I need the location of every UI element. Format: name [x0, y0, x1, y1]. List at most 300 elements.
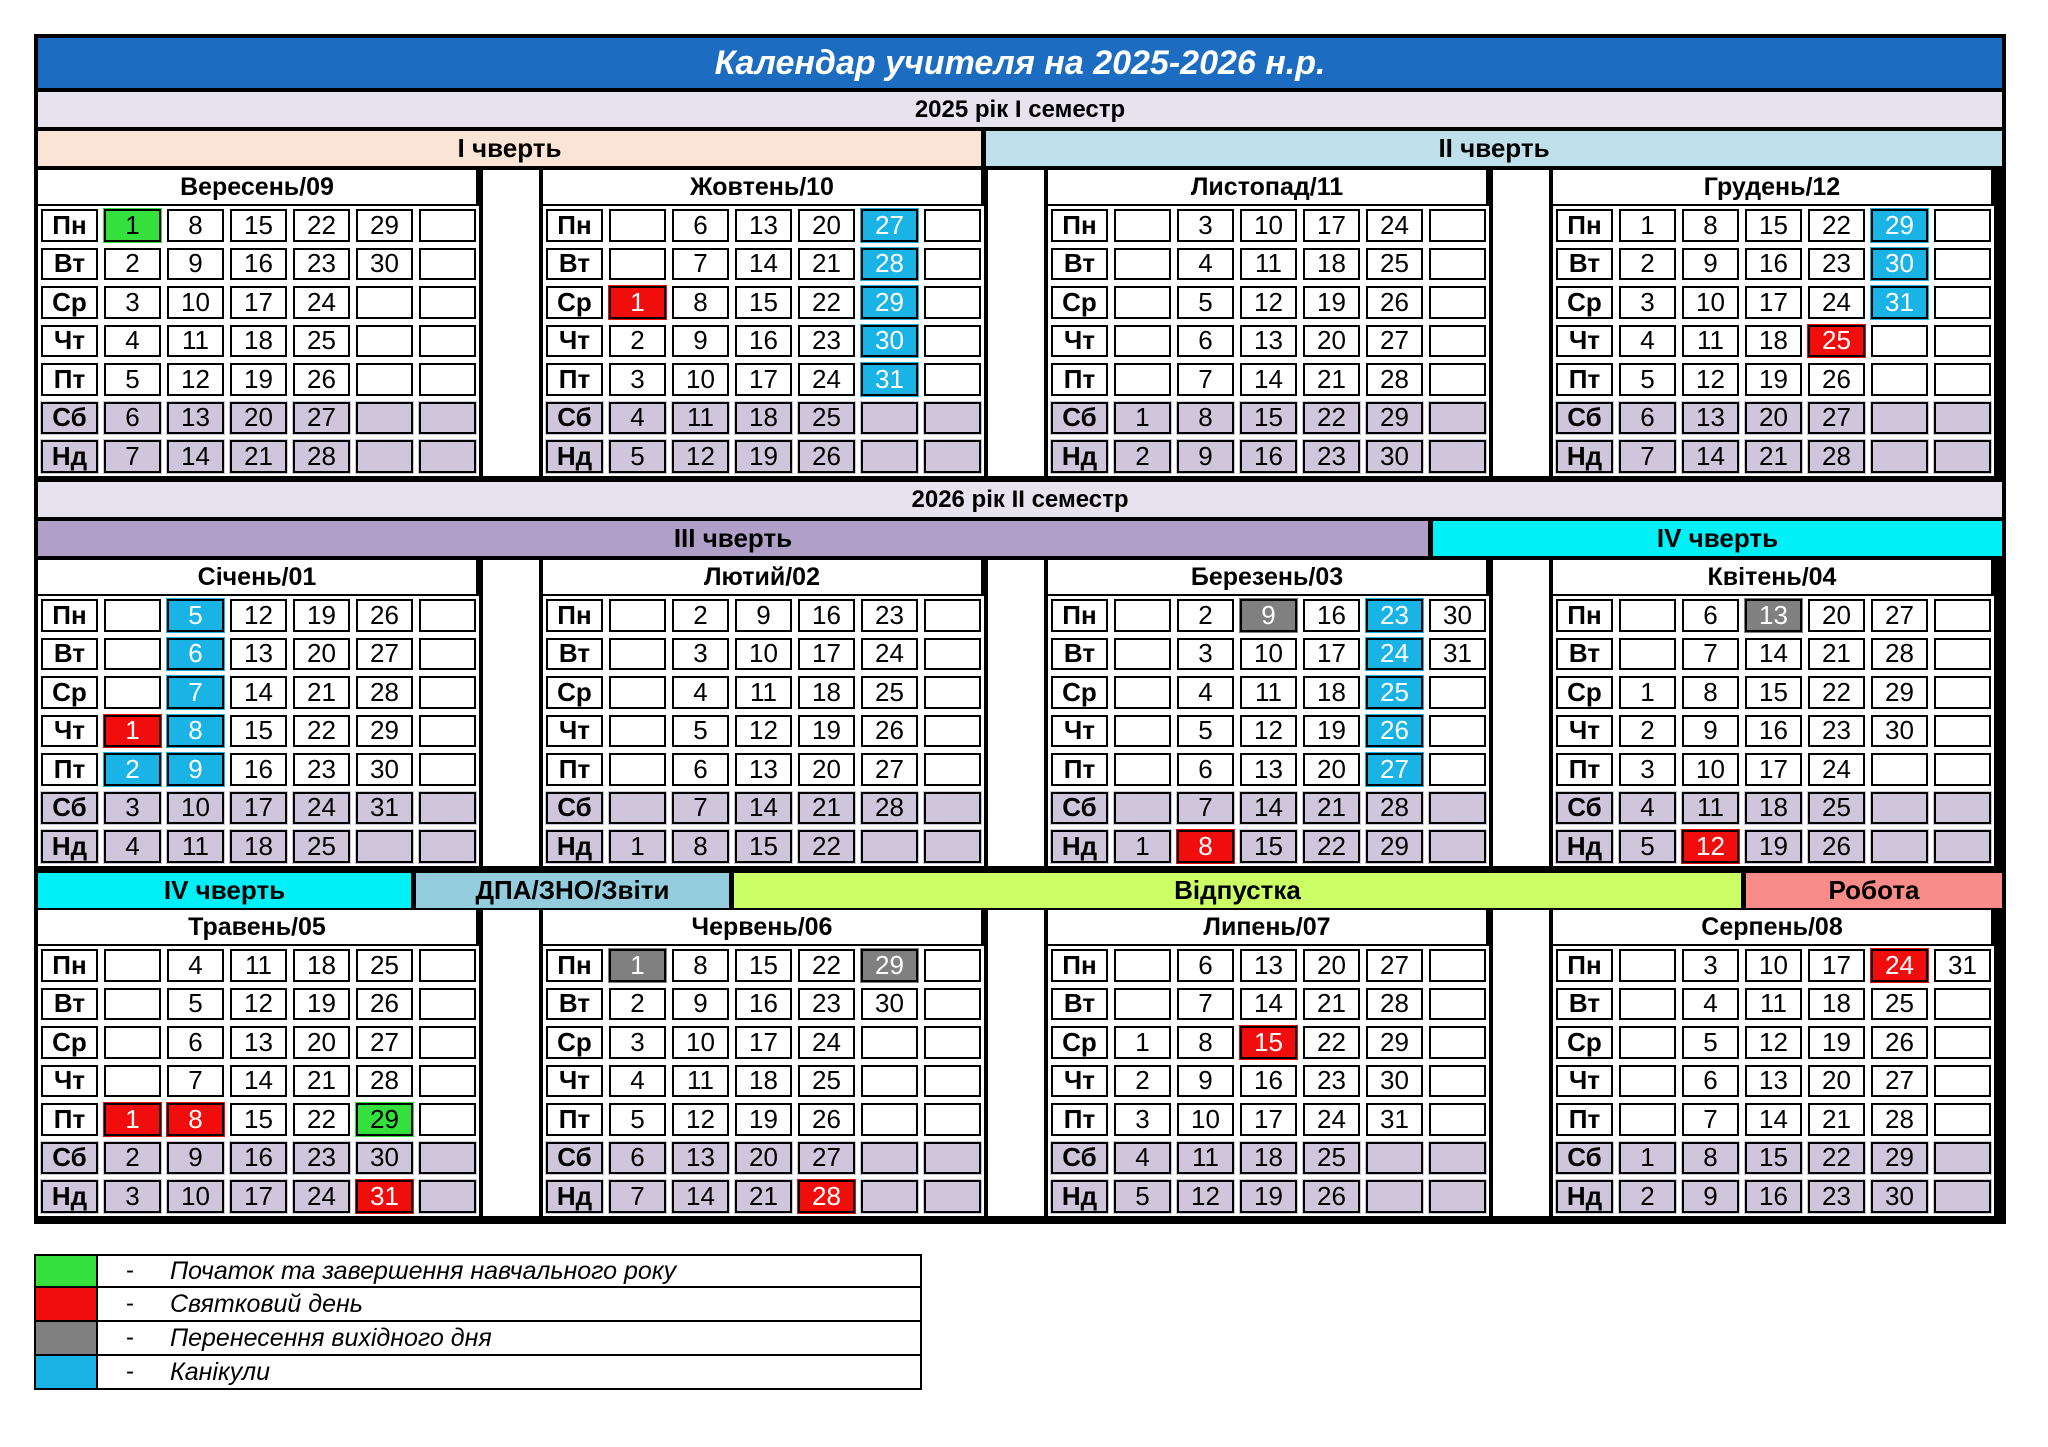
empty-cell — [921, 322, 984, 361]
day-cell: 15 — [1237, 827, 1300, 866]
day-cell: 30 — [1868, 245, 1931, 284]
day-cell: 2 — [606, 322, 669, 361]
empty-cell — [1931, 245, 1994, 284]
day-cell: 27 — [858, 206, 921, 245]
day-cell: 18 — [732, 399, 795, 438]
day-cell: 15 — [1742, 673, 1805, 712]
weekday-label: Пн — [543, 206, 606, 245]
empty-cell — [1868, 360, 1931, 399]
weekday-label: Ср — [1048, 1023, 1111, 1062]
empty-cell — [416, 596, 479, 635]
month-title: Липень/07 — [1048, 910, 1486, 944]
empty-cell — [353, 437, 416, 476]
empty-cell — [1616, 635, 1679, 674]
day-cell: 13 — [669, 1139, 732, 1178]
day-cell: 8 — [1679, 206, 1742, 245]
vacation-header: Відпустка — [734, 873, 1741, 908]
day-cell: 19 — [795, 712, 858, 751]
quarter-3-header: ІІІ чверть — [38, 521, 1428, 556]
empty-cell — [1426, 206, 1489, 245]
day-cell: 3 — [1174, 635, 1237, 674]
empty-cell — [1868, 437, 1931, 476]
day-cell: 30 — [858, 322, 921, 361]
day-cell: 23 — [290, 750, 353, 789]
day-cell: 11 — [1174, 1139, 1237, 1178]
legend-text: Початок та завершення навчального року — [170, 1256, 677, 1285]
weekday-label: Вт — [543, 985, 606, 1024]
legend-dash: - — [126, 1358, 134, 1385]
day-cell: 27 — [1868, 1062, 1931, 1101]
day-cell: 11 — [1679, 322, 1742, 361]
month-1 — [38, 170, 476, 480]
weekday-label: Пт — [1553, 360, 1616, 399]
day-cell: 19 — [290, 985, 353, 1024]
day-cell: 7 — [164, 673, 227, 712]
day-cell: 16 — [1237, 1062, 1300, 1101]
day-cell: 20 — [1805, 596, 1868, 635]
empty-cell — [921, 1100, 984, 1139]
day-cell: 31 — [353, 1177, 416, 1216]
day-cell: 23 — [858, 596, 921, 635]
day-cell: 4 — [606, 399, 669, 438]
weekday-label: Пт — [38, 360, 101, 399]
day-cell: 3 — [669, 635, 732, 674]
day-cell: 4 — [1174, 673, 1237, 712]
day-cell: 22 — [290, 1100, 353, 1139]
day-cell: 26 — [795, 437, 858, 476]
day-cell: 31 — [1426, 635, 1489, 674]
month-3 — [1048, 170, 1486, 480]
empty-cell — [1426, 1139, 1489, 1178]
empty-cell — [858, 399, 921, 438]
day-cell: 16 — [227, 750, 290, 789]
empty-cell — [1931, 283, 1994, 322]
weekday-label: Ср — [1048, 283, 1111, 322]
day-cell: 7 — [1679, 1100, 1742, 1139]
day-cell: 3 — [606, 360, 669, 399]
day-cell: 12 — [1174, 1177, 1237, 1216]
day-cell: 5 — [1679, 1023, 1742, 1062]
empty-cell — [1931, 437, 1994, 476]
empty-cell — [1616, 1062, 1679, 1101]
semester-2-header: 2026 рік ІІ семестр — [38, 482, 2002, 517]
empty-cell — [1616, 946, 1679, 985]
day-cell: 21 — [1300, 789, 1363, 828]
empty-cell — [1616, 1100, 1679, 1139]
day-cell: 6 — [101, 399, 164, 438]
day-cell: 28 — [1805, 437, 1868, 476]
empty-cell — [1868, 750, 1931, 789]
empty-cell — [416, 712, 479, 751]
day-cell: 17 — [1300, 206, 1363, 245]
day-cell: 12 — [1237, 283, 1300, 322]
day-cell: 21 — [227, 437, 290, 476]
month-separator — [1493, 170, 1549, 476]
empty-cell — [416, 399, 479, 438]
day-cell: 22 — [795, 283, 858, 322]
day-cell: 1 — [1616, 206, 1679, 245]
day-cell: 29 — [353, 712, 416, 751]
empty-cell — [416, 1177, 479, 1216]
day-cell: 17 — [227, 789, 290, 828]
empty-cell — [1426, 1023, 1489, 1062]
month-separator — [988, 910, 1044, 1216]
day-cell: 6 — [1679, 1062, 1742, 1101]
weekday-label: Ср — [1553, 673, 1616, 712]
empty-cell — [606, 635, 669, 674]
day-cell: 16 — [795, 596, 858, 635]
empty-cell — [1931, 399, 1994, 438]
weekday-label: Вт — [543, 245, 606, 284]
weekday-label: Пт — [543, 750, 606, 789]
day-cell: 9 — [164, 245, 227, 284]
weekday-label: Чт — [38, 1062, 101, 1101]
day-cell: 19 — [227, 360, 290, 399]
empty-cell — [1868, 789, 1931, 828]
empty-cell — [858, 827, 921, 866]
day-cell: 11 — [732, 673, 795, 712]
day-cell: 27 — [1363, 322, 1426, 361]
day-cell: 20 — [795, 206, 858, 245]
day-cell: 3 — [1616, 750, 1679, 789]
empty-cell — [606, 673, 669, 712]
day-cell: 3 — [1111, 1100, 1174, 1139]
day-cell: 11 — [164, 827, 227, 866]
day-cell: 15 — [1742, 1139, 1805, 1178]
empty-cell — [1111, 283, 1174, 322]
day-cell: 3 — [1174, 206, 1237, 245]
day-cell: 19 — [1237, 1177, 1300, 1216]
empty-cell — [1426, 399, 1489, 438]
day-cell: 24 — [290, 789, 353, 828]
day-cell: 17 — [1805, 946, 1868, 985]
day-cell: 29 — [1363, 827, 1426, 866]
day-cell: 17 — [732, 1023, 795, 1062]
day-cell: 5 — [1174, 283, 1237, 322]
day-cell: 23 — [1805, 1177, 1868, 1216]
day-cell: 14 — [1237, 360, 1300, 399]
month-separator — [483, 560, 539, 866]
day-cell: 2 — [1616, 245, 1679, 284]
empty-cell — [1931, 1023, 1994, 1062]
day-cell: 15 — [227, 712, 290, 751]
empty-cell — [416, 1100, 479, 1139]
day-cell: 2 — [1111, 1062, 1174, 1101]
weekday-label: Пт — [1553, 1100, 1616, 1139]
weekday-label: Нд — [543, 1177, 606, 1216]
day-cell: 27 — [353, 1023, 416, 1062]
weekday-label: Пт — [1048, 750, 1111, 789]
day-cell: 10 — [164, 283, 227, 322]
day-cell: 4 — [606, 1062, 669, 1101]
weekday-label: Вт — [1553, 985, 1616, 1024]
empty-cell — [101, 673, 164, 712]
empty-cell — [1111, 206, 1174, 245]
calendar-sheet — [34, 34, 2006, 1224]
month-7 — [1048, 560, 1486, 870]
day-cell: 26 — [1363, 283, 1426, 322]
day-cell: 15 — [732, 946, 795, 985]
day-cell: 26 — [1300, 1177, 1363, 1216]
day-cell: 11 — [1742, 985, 1805, 1024]
weekday-label: Чт — [543, 1062, 606, 1101]
day-cell: 11 — [1237, 245, 1300, 284]
day-cell: 31 — [353, 789, 416, 828]
weekday-label: Пн — [1048, 596, 1111, 635]
empty-cell — [101, 635, 164, 674]
day-cell: 17 — [227, 283, 290, 322]
day-cell: 23 — [1300, 1062, 1363, 1101]
month-9 — [38, 910, 476, 1220]
empty-cell — [1931, 827, 1994, 866]
day-cell: 7 — [101, 437, 164, 476]
day-cell: 10 — [669, 1023, 732, 1062]
day-cell: 21 — [1742, 437, 1805, 476]
empty-cell — [1931, 635, 1994, 674]
day-cell: 18 — [1300, 245, 1363, 284]
weekday-label: Нд — [38, 437, 101, 476]
weekday-label: Пн — [38, 596, 101, 635]
month-separator — [483, 170, 539, 476]
day-cell: 27 — [795, 1139, 858, 1178]
empty-cell — [858, 1177, 921, 1216]
day-cell: 30 — [1868, 712, 1931, 751]
legend-row — [34, 1254, 922, 1288]
day-cell: 14 — [164, 437, 227, 476]
day-cell: 25 — [1805, 789, 1868, 828]
day-cell: 25 — [1300, 1139, 1363, 1178]
day-cell: 24 — [795, 360, 858, 399]
day-cell: 27 — [1363, 750, 1426, 789]
day-cell: 12 — [227, 596, 290, 635]
month-2 — [543, 170, 981, 480]
empty-cell — [606, 789, 669, 828]
empty-cell — [921, 399, 984, 438]
empty-cell — [921, 712, 984, 751]
day-cell: 18 — [1300, 673, 1363, 712]
weekday-label: Сб — [543, 399, 606, 438]
day-cell: 13 — [1237, 750, 1300, 789]
day-cell: 22 — [1300, 827, 1363, 866]
day-cell: 23 — [1300, 437, 1363, 476]
day-cell: 10 — [1679, 750, 1742, 789]
empty-cell — [1931, 712, 1994, 751]
weekday-label: Пн — [1553, 206, 1616, 245]
day-cell: 22 — [1300, 399, 1363, 438]
day-cell: 24 — [795, 1023, 858, 1062]
day-cell: 5 — [1174, 712, 1237, 751]
day-cell: 15 — [1742, 206, 1805, 245]
day-cell: 2 — [669, 596, 732, 635]
day-cell: 12 — [669, 437, 732, 476]
empty-cell — [606, 206, 669, 245]
month-4 — [1553, 170, 1991, 480]
day-cell: 12 — [1679, 827, 1742, 866]
day-cell: 8 — [1679, 673, 1742, 712]
day-cell: 25 — [795, 1062, 858, 1101]
empty-cell — [416, 360, 479, 399]
day-cell: 29 — [1363, 399, 1426, 438]
day-cell: 23 — [290, 245, 353, 284]
weekday-label: Ср — [1553, 1023, 1616, 1062]
weekday-label: Сб — [38, 399, 101, 438]
day-cell: 10 — [1679, 283, 1742, 322]
day-cell: 22 — [290, 712, 353, 751]
weekday-label: Чт — [1553, 322, 1616, 361]
weekday-label: Пт — [38, 1100, 101, 1139]
day-cell: 28 — [290, 437, 353, 476]
weekday-label: Нд — [1553, 827, 1616, 866]
empty-cell — [101, 596, 164, 635]
empty-cell — [1931, 1139, 1994, 1178]
day-cell: 8 — [164, 1100, 227, 1139]
day-cell: 16 — [732, 322, 795, 361]
day-cell: 6 — [669, 206, 732, 245]
day-cell: 26 — [858, 712, 921, 751]
day-cell: 17 — [795, 635, 858, 674]
day-cell: 20 — [290, 635, 353, 674]
empty-cell — [1111, 322, 1174, 361]
month-separator — [483, 910, 539, 1216]
day-cell: 13 — [1237, 322, 1300, 361]
month-title: Квітень/04 — [1553, 560, 1991, 594]
day-cell: 1 — [101, 1100, 164, 1139]
empty-cell — [858, 1062, 921, 1101]
empty-cell — [1426, 946, 1489, 985]
empty-cell — [1931, 1062, 1994, 1101]
day-cell: 29 — [353, 206, 416, 245]
day-cell: 7 — [164, 1062, 227, 1101]
day-cell: 20 — [227, 399, 290, 438]
day-cell: 20 — [795, 750, 858, 789]
weekday-label: Вт — [1553, 245, 1616, 284]
day-cell: 21 — [1300, 360, 1363, 399]
day-cell: 13 — [164, 399, 227, 438]
legend-row — [34, 1322, 922, 1356]
empty-cell — [416, 206, 479, 245]
empty-cell — [606, 750, 669, 789]
empty-cell — [1931, 1177, 1994, 1216]
day-cell: 2 — [1111, 437, 1174, 476]
weekday-label: Чт — [1553, 712, 1616, 751]
weekday-label: Ср — [38, 283, 101, 322]
day-cell: 15 — [227, 206, 290, 245]
empty-cell — [1111, 712, 1174, 751]
legend-row — [34, 1288, 922, 1322]
empty-cell — [921, 1177, 984, 1216]
empty-cell — [1426, 437, 1489, 476]
day-cell: 7 — [1679, 635, 1742, 674]
weekday-label: Чт — [38, 712, 101, 751]
empty-cell — [1931, 322, 1994, 361]
empty-cell — [1426, 712, 1489, 751]
day-cell: 29 — [858, 946, 921, 985]
month-title: Грудень/12 — [1553, 170, 1991, 204]
day-cell: 13 — [1742, 1062, 1805, 1101]
day-cell: 19 — [1742, 827, 1805, 866]
day-cell: 9 — [1679, 712, 1742, 751]
day-cell: 17 — [1742, 750, 1805, 789]
legend-row — [34, 1356, 922, 1390]
day-cell: 3 — [606, 1023, 669, 1062]
weekday-label: Сб — [38, 789, 101, 828]
day-cell: 27 — [290, 399, 353, 438]
day-cell: 9 — [732, 596, 795, 635]
empty-cell — [1868, 827, 1931, 866]
month-11 — [1048, 910, 1486, 1220]
weekday-label: Нд — [543, 437, 606, 476]
day-cell: 12 — [1679, 360, 1742, 399]
day-cell: 16 — [1742, 245, 1805, 284]
month-title: Серпень/08 — [1553, 910, 1991, 944]
day-cell: 2 — [1174, 596, 1237, 635]
weekday-label: Сб — [1553, 789, 1616, 828]
weekday-label: Пн — [543, 946, 606, 985]
day-cell: 3 — [101, 283, 164, 322]
legend-dash: - — [126, 1257, 134, 1284]
day-cell: 21 — [290, 1062, 353, 1101]
quarter-4-summer-header: ІV чверть — [38, 873, 411, 908]
weekday-label: Пт — [1553, 750, 1616, 789]
empty-cell — [1111, 635, 1174, 674]
day-cell: 29 — [1868, 1139, 1931, 1178]
weekday-label: Вт — [1553, 635, 1616, 674]
empty-cell — [101, 946, 164, 985]
day-cell: 10 — [164, 1177, 227, 1216]
day-cell: 4 — [1616, 789, 1679, 828]
empty-cell — [1426, 360, 1489, 399]
empty-cell — [921, 360, 984, 399]
day-cell: 18 — [795, 673, 858, 712]
weekday-label: Сб — [543, 1139, 606, 1178]
day-cell: 6 — [1174, 946, 1237, 985]
empty-cell — [353, 399, 416, 438]
day-cell: 2 — [1616, 1177, 1679, 1216]
day-cell: 19 — [732, 1100, 795, 1139]
month-title: Вересень/09 — [38, 170, 476, 204]
weekday-label: Чт — [1553, 1062, 1616, 1101]
day-cell: 12 — [1742, 1023, 1805, 1062]
day-cell: 31 — [1868, 283, 1931, 322]
day-cell: 22 — [795, 827, 858, 866]
weekday-label: Сб — [1048, 789, 1111, 828]
day-cell: 8 — [669, 827, 732, 866]
day-cell: 2 — [606, 985, 669, 1024]
day-cell: 5 — [669, 712, 732, 751]
day-cell: 28 — [1868, 635, 1931, 674]
day-cell: 25 — [353, 946, 416, 985]
day-cell: 20 — [1300, 750, 1363, 789]
day-cell: 27 — [353, 635, 416, 674]
month-12 — [1553, 910, 1991, 1220]
weekday-label: Нд — [1048, 437, 1111, 476]
empty-cell — [416, 985, 479, 1024]
day-cell: 16 — [1742, 1177, 1805, 1216]
day-cell: 28 — [795, 1177, 858, 1216]
day-cell: 6 — [164, 635, 227, 674]
day-cell: 28 — [353, 1062, 416, 1101]
empty-cell — [1426, 750, 1489, 789]
day-cell: 16 — [1742, 712, 1805, 751]
empty-cell — [1931, 596, 1994, 635]
weekday-label: Пн — [1553, 946, 1616, 985]
day-cell: 24 — [1868, 946, 1931, 985]
weekday-label: Пн — [543, 596, 606, 635]
quarter-4-header: ІV чверть — [1433, 521, 2002, 556]
day-cell: 24 — [1363, 635, 1426, 674]
day-cell: 23 — [795, 985, 858, 1024]
empty-cell — [1868, 399, 1931, 438]
